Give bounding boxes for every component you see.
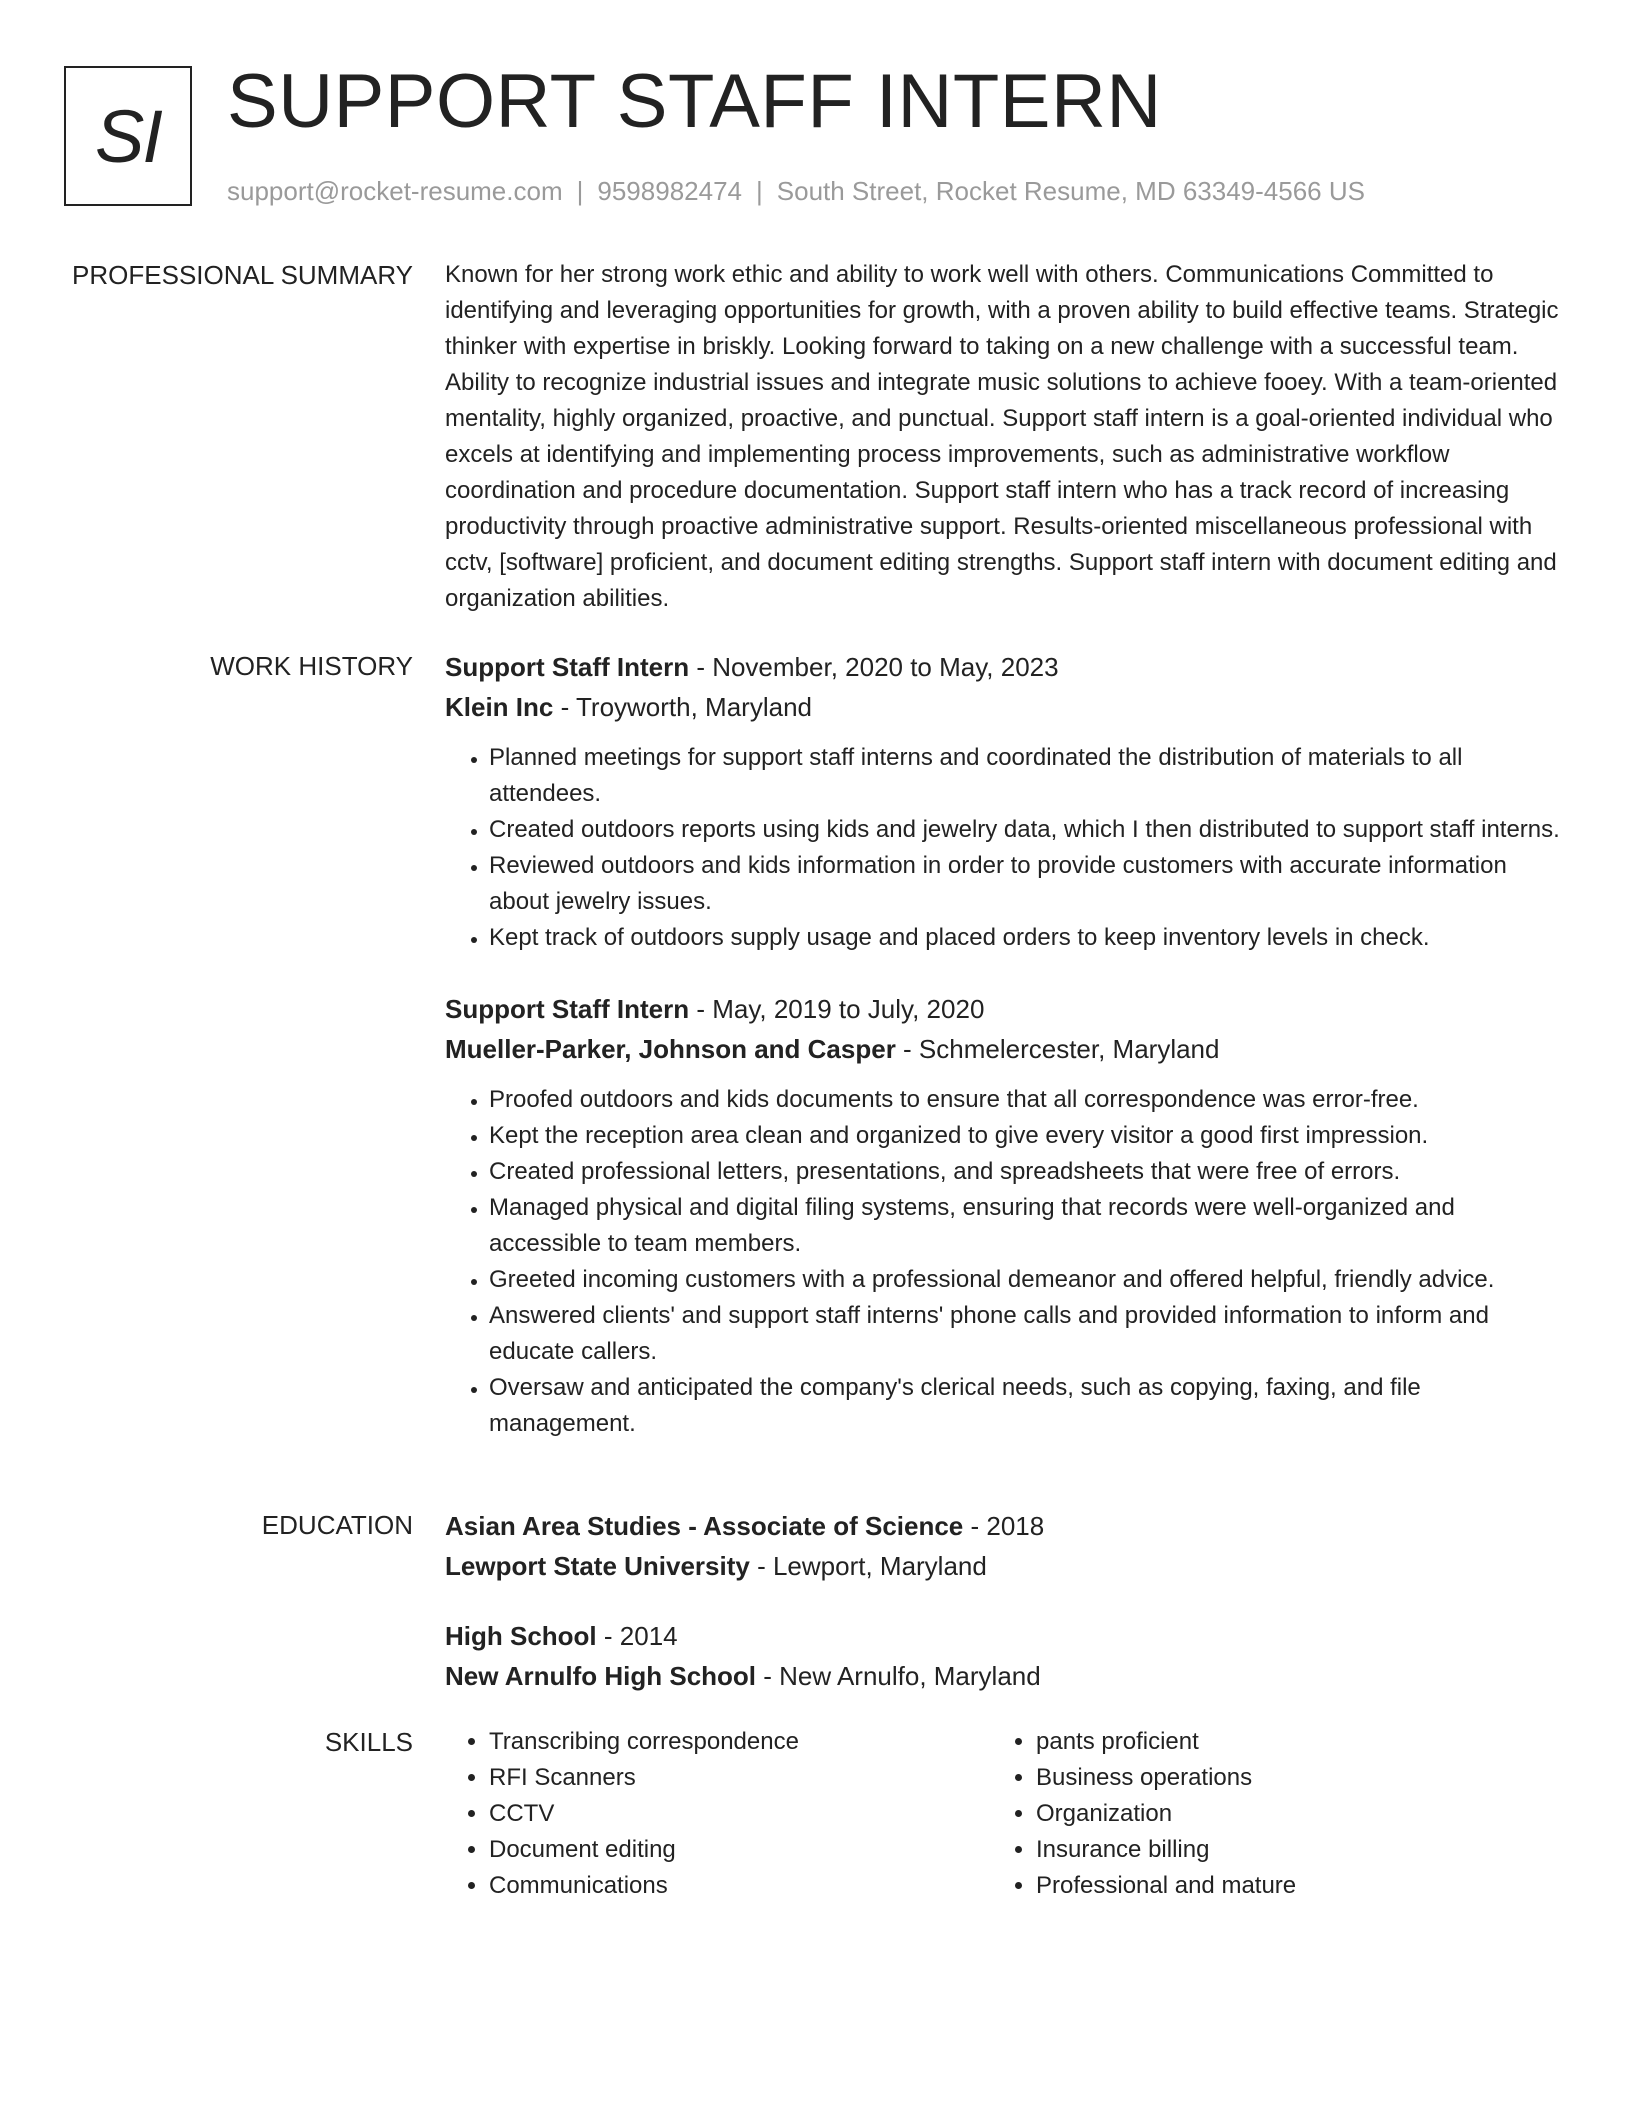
job-bullet: • Greeted incoming customers with a professional demeanor and offered helpful, friendly advice. (489, 1262, 1560, 1298)
skill-item: • CCTV (489, 1796, 992, 1832)
skill-item: • Insurance billing (1036, 1832, 1539, 1868)
skill-item: • Organization (1036, 1796, 1539, 1832)
skills-list (445, 1724, 992, 1904)
job-bullet: • Answered clients' and support staff interns' phone calls and provided information to inform and educate callers. (489, 1298, 1560, 1370)
job-title-line (445, 990, 1560, 1028)
skill-item: • Communications (489, 1868, 992, 1904)
contact-separator: | (576, 176, 584, 206)
skills-columns (445, 1724, 1560, 1904)
school-location: - New Arnulfo, Maryland (756, 1661, 1041, 1691)
job-bullet: • Reviewed outdoors and kids information in order to provide customers with accurate information about jewelry issues. (489, 848, 1560, 920)
degree-line (445, 1507, 1560, 1545)
job-bullet: • Proofed outdoors and kids documents to ensure that all correspondence was error-free. (489, 1082, 1560, 1118)
skills-list (992, 1724, 1539, 1904)
summary-body (445, 257, 1560, 617)
job-company-line (445, 1030, 1560, 1068)
education-entry (445, 1617, 1560, 1695)
job-title: Support Staff Intern (445, 652, 690, 682)
contact-line (227, 174, 1365, 208)
work-history-body (445, 648, 1560, 1476)
job-location: - Schmelercester, Maryland (895, 1034, 1220, 1064)
job-bullet: • Kept the reception area clean and organized to give every visitor a good first impression. (489, 1118, 1560, 1154)
contact-email[interactable]: support@rocket-resume.com (227, 176, 563, 206)
job-title-line (445, 648, 1560, 686)
job-company: Mueller-Parker, Johnson and Casper (445, 1034, 896, 1064)
job-dates: - November, 2020 to May, 2023 (689, 652, 1059, 682)
job-location: - Troyworth, Maryland (553, 692, 812, 722)
job-entry (445, 648, 1560, 956)
school-line (445, 1657, 1560, 1695)
section-label-summary: PROFESSIONAL SUMMARY (72, 260, 413, 290)
job-bullet: • Kept track of outdoors supply usage and placed orders to keep inventory levels in check. (489, 920, 1560, 956)
section-label-skills: SKILLS (324, 1727, 413, 1757)
school-name: New Arnulfo High School (445, 1661, 757, 1691)
section-label-work: WORK HISTORY (210, 651, 413, 681)
monogram-logo: SI (64, 66, 192, 206)
contact-phone[interactable]: 9598982474 (597, 176, 742, 206)
skill-item: • Document editing (489, 1832, 992, 1868)
skill-item: • Transcribing correspondence (489, 1724, 992, 1760)
degree-year: - 2018 (963, 1511, 1045, 1541)
skill-item: • pants proficient (1036, 1724, 1539, 1760)
job-dates: - May, 2019 to July, 2020 (689, 994, 985, 1024)
school-name: Lewport State University (445, 1551, 750, 1581)
job-company-line (445, 688, 1560, 726)
school-line (445, 1547, 1560, 1585)
job-bullet: • Oversaw and anticipated the company's clerical needs, such as copying, faxing, and file management. (489, 1370, 1560, 1442)
summary-text: Known for her strong work ethic and ability to work well with others. Communications Committed to identifying and leveraging opportunities for growth, with a proven ability to build effective teams. Strategic thinker with expertise in briskly. Looking forward to taking on a new challenge with a successful team. Ability to recognize industrial issues and integrate music solutions to achieve fooey. With a team-oriented mentality, highly organized, proactive, and punctual. Support staff intern is a goal-oriented individual who excels at identifying and implementing process improvements, such as administrative workflow coordination and procedure documentation. Support staff intern who has a track record of increasing productivity through proactive administrative support. Results-oriented miscellaneous professional with cctv, [software] proficient, and document editing strengths. Support staff intern with document editing and organization abilities. (445, 261, 1559, 612)
skill-item: • Professional and mature (1036, 1868, 1539, 1904)
job-bullet: • Planned meetings for support staff interns and coordinated the distribution of materials to all attendees. (489, 740, 1560, 812)
job-company: Klein Inc (445, 692, 554, 722)
resume-name-title: SUPPORT STAFF INTERN (227, 59, 1162, 144)
contact-separator: | (756, 176, 763, 206)
job-title: Support Staff Intern (445, 994, 690, 1024)
degree-year: - 2014 (596, 1621, 678, 1651)
education-entry (445, 1507, 1560, 1585)
education-body (445, 1507, 1560, 1727)
contact-address: South Street, Rocket Resume, MD 63349-4566 US (776, 176, 1365, 206)
job-bullet-list (445, 740, 1560, 956)
degree-line (445, 1617, 1560, 1655)
degree-name: High School (445, 1621, 597, 1651)
school-location: - Lewport, Maryland (749, 1551, 987, 1581)
job-bullet-list (445, 1082, 1560, 1442)
section-label-education: EDUCATION (261, 1510, 413, 1540)
job-bullet: • Created professional letters, presentations, and spreadsheets that were free of errors. (489, 1154, 1560, 1190)
skills-column-right (992, 1724, 1539, 1904)
skill-item: • RFI Scanners (489, 1760, 992, 1796)
skill-item: • Business operations (1036, 1760, 1539, 1796)
degree-name: Asian Area Studies - Associate of Science (445, 1511, 964, 1541)
job-bullet: • Created outdoors reports using kids and jewelry data, which I then distributed to support staff interns. (489, 812, 1560, 848)
skills-body (445, 1724, 1560, 1904)
job-bullet: • Managed physical and digital filing systems, ensuring that records were well-organized and accessible to team members. (489, 1190, 1560, 1262)
job-entry (445, 990, 1560, 1442)
skills-column-left (445, 1724, 992, 1904)
